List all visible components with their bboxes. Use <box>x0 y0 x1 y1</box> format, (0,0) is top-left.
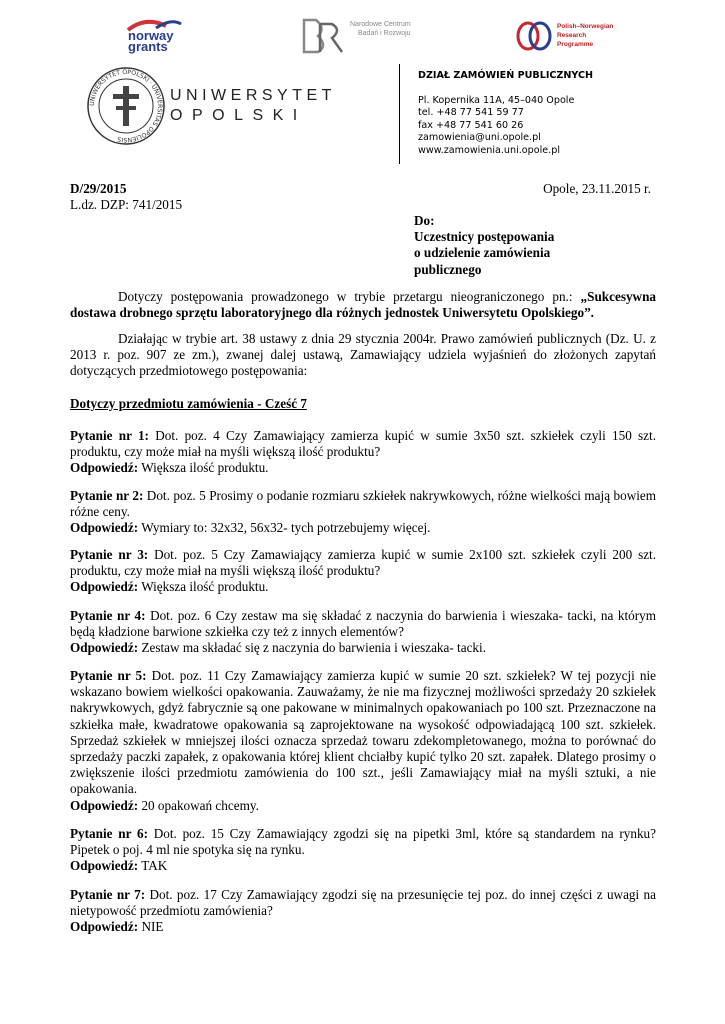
question-text: Dot. poz. 11 Czy Zamawiający zamierza kupić w sumie 20 szt. szkiełek? W tej pozycji nie wskazano bowiem wielkości opakowania. Zauważamy, że nie ma fizycznej możliwości sprzedaży 20 szkiełek nakrywkowych, gdyż fabrycznie są one pakowane w minimalnych opakowaniach po 100 szt. Przeznaczone na szkiełka małe, kwadratowe opakowania są zaprojektowane na wysokość odpowiadającą 100 szt. szkiełek. Sprzedaż szkiełek w mniejszej ilości oznacza sprzedaż towaru zdekompletowanego, można to porównać do sprzedaży paczki zapałek, z opakowania której klient chciałby kupić tylko 20 szt. zapałek. Dlatego prosimy o zwiększenie ilości przedmiotu zamówienia do 100 szt., jeśli Zamawiający miał na myśli sztuki, a nie opakowania. <box>70 668 657 797</box>
answer-label: Odpowiedź: <box>70 579 139 595</box>
university-seal-icon <box>86 66 166 146</box>
question-block <box>70 887 656 936</box>
question-block <box>70 488 656 537</box>
answer-text: Większa ilość produktu. <box>138 579 269 595</box>
question-label: Pytanie nr 7: <box>70 887 146 902</box>
section-heading: Dotyczy przedmiotu zamówienia - Cześć 7 <box>70 396 307 411</box>
pnrp-line: Polish–Norwegian <box>557 23 614 30</box>
subject-title: „Sukcesywna dostawa drobnego sprzętu laboratoryjnego dla różnych jednostek Uniwersytetu Opolskiego”. <box>70 289 656 321</box>
answer-text: TAK <box>138 858 168 874</box>
pnrp-text <box>557 22 613 49</box>
recipient-line: Uczestnicy postępowania <box>414 229 555 245</box>
question-text: Dot. poz. 5 Czy Zamawiający zamierza kupić w sumie 2x100 szt. szkiełek czyli 200 szt. produktu, czy może miał na myśli większą ilość produktu? <box>70 547 657 579</box>
norway-word: norway <box>128 28 174 43</box>
question-block <box>70 608 656 657</box>
ncbr-logo <box>298 16 428 56</box>
ncbr-line: Narodowe Centrum <box>350 21 411 28</box>
question-text: Dot. poz. 5 Prosimy o podanie rozmiaru szkiełek nakrywkowych, różne wielkości mają bowiem różne ceny. <box>70 488 656 520</box>
recipient-line: publicznego <box>414 261 482 277</box>
recipient-line: o udzielenie zamówienia <box>414 245 551 261</box>
ncbr-text <box>350 20 411 38</box>
university-seal <box>86 66 166 146</box>
question-label: Pytanie nr 5: <box>70 668 147 683</box>
pnrp-rings-icon <box>515 20 555 52</box>
university-name-line-1: UNIWERSYTET <box>170 87 336 104</box>
question-label: Pytanie nr 4: <box>70 608 146 623</box>
ncbr-br-icon <box>298 16 346 56</box>
contact-tel: tel. +48 77 541 59 77 <box>418 107 524 118</box>
header-divider <box>399 64 400 164</box>
recipient-block <box>414 213 554 278</box>
question-text: Dot. poz. 4 Czy Zamawiający zamierza kupić w sumie 3x50 szt. szkiełek czyli 150 szt. produktu, czy może miał na myśli większą ilość produktu? <box>70 428 656 460</box>
answer-label: Odpowiedź: <box>70 520 139 536</box>
document-ref: D/29/2015 <box>70 181 127 196</box>
question-label: Pytanie nr 2: <box>70 488 144 503</box>
question-block <box>70 428 656 477</box>
contact-address: Pl. Kopernika 11A, 45–040 Opole <box>418 94 575 106</box>
answer-label: Odpowiedź: <box>70 797 139 813</box>
place-date: Opole, 23.11.2015 r. <box>543 181 651 196</box>
norway-grants-text <box>128 30 174 52</box>
question-block <box>70 547 656 596</box>
ncbr-line: Badań i Rozwoju <box>358 30 411 37</box>
contact-fax: fax +48 77 541 60 26 <box>418 119 524 131</box>
document-ldz: L.dz. DZP: 741/2015 <box>70 197 183 212</box>
answer-label: Odpowiedź: <box>70 460 139 476</box>
answer-text: NIE <box>138 919 164 935</box>
answer-label: Odpowiedź: <box>70 919 139 935</box>
contact-email[interactable]: zamowienia@uni.opole.pl <box>418 132 541 143</box>
answer-text: Większa ilość produktu. <box>138 460 269 476</box>
university-name <box>170 86 336 126</box>
question-label: Pytanie nr 3: <box>70 547 149 562</box>
norway-grants-logo <box>120 18 190 54</box>
question-block <box>70 668 656 814</box>
pnrp-line: Research <box>557 32 587 39</box>
answer-text: Zestaw ma składać się z naczynia do barwienia i wieszaka- tacki. <box>138 640 486 656</box>
pnrp-logo <box>515 20 635 54</box>
question-label: Pytanie nr 6: <box>70 826 148 841</box>
department-name: DZIAŁ ZAMÓWIEŃ PUBLICZNYCH <box>418 70 594 81</box>
answer-text: 20 opakowań chcemy. <box>138 797 259 813</box>
question-text: Dot. poz. 17 Czy Zamawiający zgodzi się na przesunięcie tej poz. do innej części z uwagi na nietypowość przedmiotu zamówienia? <box>70 887 656 919</box>
university-name-line-2: OPOLSKI <box>170 107 307 124</box>
question-text: Dot. poz. 15 Czy Zamawiający zgodzi się na pipetki 3ml, które są standardem na rynku? Pipetek o poj. 4 ml nie spotyka się na rynku. <box>70 826 656 858</box>
intro-paragraph: Działając w trybie art. 38 ustawy z dnia 29 stycznia 2004r. Prawo zamówień publicznych (Dz. U. z 2013 r. poz. 907 ze zm.), zwanej dalej ustawą, Zamawiający udziela wyjaśnień do złożonych zapytań dotyczących przedmiotowego postępowania: <box>70 331 656 379</box>
question-text: Dot. poz. 6 Czy zestaw ma się składać z naczynia do barwienia i wieszaka- tacki, na którym będą kładzione barwione szkiełka czy też z innych elementów? <box>70 608 656 640</box>
pnrp-line: Programme <box>557 41 594 48</box>
question-label: Pytanie nr 1: <box>70 428 149 443</box>
answer-text: Wymiary to: 32x32, 56x32- tych potrzebujemy więcej. <box>138 520 431 536</box>
subject-paragraph <box>70 289 656 321</box>
contact-block <box>418 70 593 157</box>
grants-word: grants <box>128 39 168 54</box>
question-block <box>70 826 656 875</box>
contact-www[interactable]: www.zamowienia.uni.opole.pl <box>418 144 561 156</box>
subject-lead: Dotyczy postępowania prowadzonego w trybie przetargu nieograniczonego pn.: <box>118 289 581 304</box>
answer-label: Odpowiedź: <box>70 640 139 656</box>
recipient-label: Do: <box>414 213 435 228</box>
answer-label: Odpowiedź: <box>70 858 139 874</box>
seal-text: UNIWERSYTET OPOLSKI · UNIVERSITAS OPOLIENSIS <box>88 68 164 144</box>
